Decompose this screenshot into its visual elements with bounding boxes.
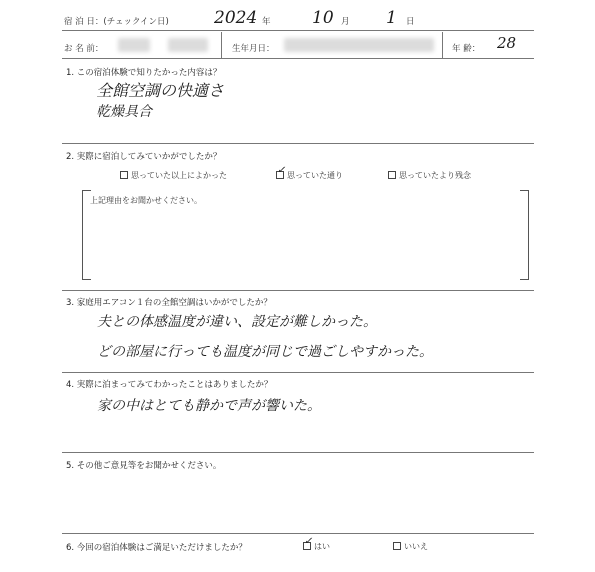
year-unit-label: 年 <box>262 17 271 27</box>
answer-3-line-1: 夫との体感温度が違い、設定が難しかった。 <box>97 314 377 330</box>
divider-q4 <box>62 452 534 453</box>
divider-q3 <box>62 372 534 373</box>
q6-option-yes-label: はい <box>314 542 330 551</box>
divider-q5 <box>62 533 534 534</box>
question-1: 1. この宿泊体験で知りたかった内容は？ <box>66 68 222 78</box>
stay-date-label: 宿 泊 日：(チェックイン日) <box>64 17 169 27</box>
divider-q2 <box>62 290 534 291</box>
month-unit-label: 月 <box>341 17 350 27</box>
age-label: 年 齢： <box>452 44 481 54</box>
question-5: 5. その他ご意見等をお聞かせください。 <box>66 461 222 471</box>
header-divider-2 <box>62 58 534 59</box>
q2-checkbox-as-expected[interactable]: ✓ <box>276 171 284 179</box>
q6-checkbox-no[interactable] <box>393 542 401 550</box>
header-separator-2 <box>442 32 443 58</box>
question-2: 2. 実際に宿泊してみていかがでしたか？ <box>66 152 222 162</box>
q2-option-as-expected[interactable] <box>276 164 343 181</box>
name-label: お 名 前： <box>64 44 104 54</box>
q6-option-no-label: いいえ <box>404 542 428 551</box>
stay-month-value: 10 <box>312 8 334 28</box>
q6-option-no[interactable] <box>393 541 428 552</box>
redacted-name-1 <box>118 38 150 52</box>
question-4: 4. 実際に泊まってみてわかったことはありましたか？ <box>66 380 273 390</box>
reason-label: 上記理由をお聞かせください。 <box>90 196 202 205</box>
answer-4-line-1: 家の中はとても静かで声が響いた。 <box>97 398 321 414</box>
age-value: 28 <box>497 34 517 52</box>
q2-checkbox-disappointing[interactable] <box>388 171 396 179</box>
answer-3-line-2: どの部屋に行っても温度が同じで過ごしやすかった。 <box>97 344 433 360</box>
q2-option-disappointing[interactable] <box>388 170 471 181</box>
redacted-birth-date <box>284 38 434 52</box>
q2-checkbox-better[interactable] <box>120 171 128 179</box>
header-divider-1 <box>62 30 534 31</box>
stay-day-value: 1 <box>386 8 397 28</box>
divider-q1 <box>62 143 534 144</box>
redacted-name-2 <box>168 38 208 52</box>
question-6: 6. 今回の宿泊体験はご満足いただけましたか？ <box>66 543 247 553</box>
stay-year-value: 2024 <box>214 8 258 28</box>
header-separator-1 <box>221 32 222 58</box>
q2-option-better-label: 思っていた以上によかった <box>131 171 227 180</box>
reason-box-right-bracket <box>520 190 529 280</box>
answer-1-line-1: 全館空調の快適さ <box>96 81 225 100</box>
birth-date-label: 生年月日： <box>232 44 275 54</box>
q6-option-yes[interactable] <box>303 535 330 552</box>
question-3: 3. 家庭用エアコン１台の全館空調はいかがでしたか？ <box>66 298 272 308</box>
day-unit-label: 日 <box>406 17 415 27</box>
q6-checkbox-yes[interactable]: ✓ <box>303 542 311 550</box>
answer-1-line-2: 乾燥具合 <box>96 104 152 120</box>
q2-option-better[interactable] <box>120 170 227 181</box>
q2-option-as-expected-label: 思っていた通り <box>287 171 343 180</box>
q2-option-disappointing-label: 思っていたより残念 <box>399 171 471 180</box>
